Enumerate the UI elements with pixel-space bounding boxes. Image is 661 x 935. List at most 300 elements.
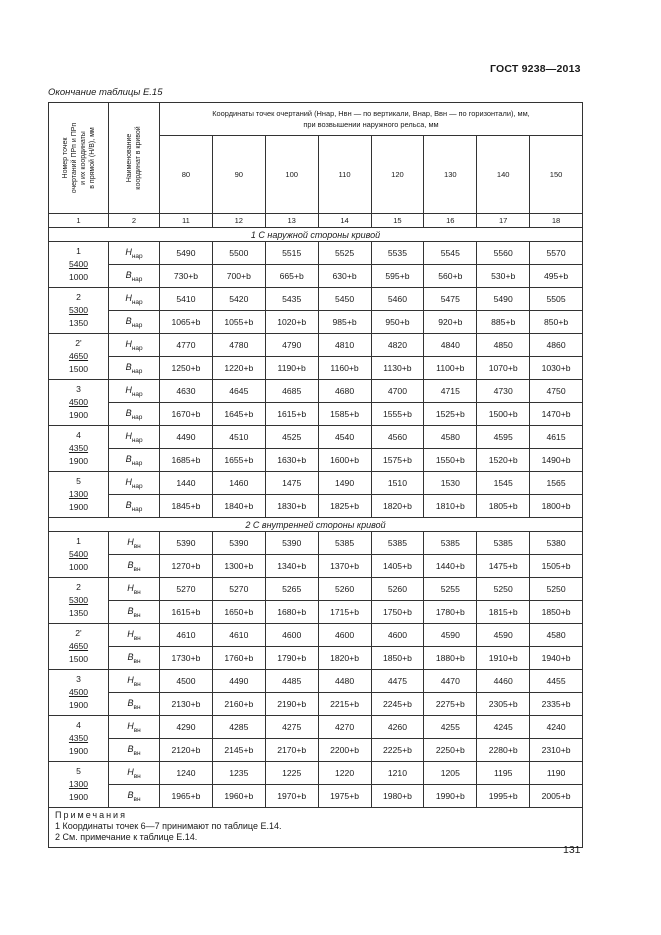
coord-name-height: $H_{вн}$ — [109, 578, 160, 601]
cell-value: 1130+b — [371, 357, 424, 380]
point-number: 2 — [76, 582, 81, 592]
cell-value: 1550+b — [424, 449, 477, 472]
cell-value: 920+b — [424, 311, 477, 334]
point-number: 5 — [76, 476, 81, 486]
cell-value: 4615 — [530, 426, 583, 449]
coord-name-height: $H_{нар}$ — [109, 472, 160, 495]
cell-value: 850+b — [530, 311, 583, 334]
cell-value: 5525 — [318, 242, 371, 265]
cell-value: 1055+b — [212, 311, 265, 334]
cell-value: 5385 — [318, 532, 371, 555]
cell-value: 5410 — [160, 288, 213, 311]
cell-value: 5560 — [477, 242, 530, 265]
cell-value: 5535 — [371, 242, 424, 265]
cell-value: 1100+b — [424, 357, 477, 380]
cell-value: 4730 — [477, 380, 530, 403]
cell-value: 1815+b — [477, 601, 530, 624]
cell-value: 1440+b — [424, 555, 477, 578]
coord-name-width: $B_{нар}$ — [109, 265, 160, 288]
point-cell — [49, 472, 109, 518]
cell-value: 630+b — [318, 265, 371, 288]
column-number: 13 — [265, 214, 318, 228]
cell-value: 1670+b — [160, 403, 213, 426]
cell-value: 4595 — [477, 426, 530, 449]
column-number: 15 — [371, 214, 424, 228]
point-cell — [49, 426, 109, 472]
table-row — [49, 739, 583, 762]
coordinates-table — [48, 102, 583, 848]
cell-value: 4600 — [371, 624, 424, 647]
coord-name-width: $B_{вн}$ — [109, 555, 160, 578]
point-height: 5300 — [68, 305, 89, 315]
cell-value: 1615+b — [265, 403, 318, 426]
table-row — [49, 578, 583, 601]
cell-value: 2145+b — [212, 739, 265, 762]
cell-value: 2170+b — [265, 739, 318, 762]
cell-value: 4790 — [265, 334, 318, 357]
cell-value: 1980+b — [371, 785, 424, 808]
table-row — [49, 265, 583, 288]
coord-name-width: $B_{нар}$ — [109, 403, 160, 426]
cell-value: 4490 — [160, 426, 213, 449]
cell-value: 5380 — [530, 532, 583, 555]
coord-name-width: $B_{вн}$ — [109, 693, 160, 716]
section-row — [49, 228, 583, 242]
cell-value: 985+b — [318, 311, 371, 334]
cell-value: 1525+b — [424, 403, 477, 426]
header-elevation: 130 — [424, 136, 477, 214]
point-number: 2' — [75, 338, 82, 348]
cell-value: 1750+b — [371, 601, 424, 624]
cell-value: 1680+b — [265, 601, 318, 624]
cell-value: 5385 — [424, 532, 477, 555]
column-number: 14 — [318, 214, 371, 228]
cell-value: 1845+b — [160, 495, 213, 518]
column-number: 1 — [49, 214, 109, 228]
cell-value: 1225 — [265, 762, 318, 785]
cell-value: 4780 — [212, 334, 265, 357]
coord-name-width: $B_{вн}$ — [109, 647, 160, 670]
cell-value: 1270+b — [160, 555, 213, 578]
cell-value: 1190+b — [265, 357, 318, 380]
coord-name-height: $H_{нар}$ — [109, 380, 160, 403]
table-row — [49, 403, 583, 426]
column-number: 17 — [477, 214, 530, 228]
table-row — [49, 472, 583, 495]
cell-value: 5265 — [265, 578, 318, 601]
cell-value: 2130+b — [160, 693, 213, 716]
cell-value: 5505 — [530, 288, 583, 311]
notes-row — [49, 808, 583, 848]
coord-name-height: $H_{вн}$ — [109, 670, 160, 693]
coord-name-height: $H_{нар}$ — [109, 426, 160, 449]
point-width: 1350 — [68, 318, 89, 328]
cell-value: 4820 — [371, 334, 424, 357]
cell-value: 4490 — [212, 670, 265, 693]
point-width: 1000 — [68, 272, 89, 282]
point-number: 3 — [76, 674, 81, 684]
cell-value: 5515 — [265, 242, 318, 265]
table-row — [49, 693, 583, 716]
table-row — [49, 601, 583, 624]
cell-value: 2305+b — [477, 693, 530, 716]
cell-value: 4510 — [212, 426, 265, 449]
cell-value: 4525 — [265, 426, 318, 449]
cell-value: 4480 — [318, 670, 371, 693]
cell-value: 1715+b — [318, 601, 371, 624]
point-number: 4 — [76, 720, 81, 730]
cell-value: 1825+b — [318, 495, 371, 518]
cell-value: 1685+b — [160, 449, 213, 472]
cell-value: 1070+b — [477, 357, 530, 380]
point-number: 2' — [75, 628, 82, 638]
cell-value: 1630+b — [265, 449, 318, 472]
coord-name-height: $H_{вн}$ — [109, 716, 160, 739]
point-height: 1300 — [68, 489, 89, 499]
coord-name-height: $H_{нар}$ — [109, 334, 160, 357]
cell-value: 1490+b — [530, 449, 583, 472]
cell-value: 885+b — [477, 311, 530, 334]
cell-value: 5420 — [212, 288, 265, 311]
cell-value: 5255 — [424, 578, 477, 601]
table-caption: Окончание таблицы Е.15 — [48, 87, 163, 98]
section-row — [49, 518, 583, 532]
point-height: 1300 — [68, 779, 89, 789]
column-number: 12 — [212, 214, 265, 228]
cell-value: 1830+b — [265, 495, 318, 518]
cell-value: 1195 — [477, 762, 530, 785]
cell-value: 560+b — [424, 265, 477, 288]
page-number: 131 — [563, 844, 581, 856]
cell-value: 2275+b — [424, 693, 477, 716]
point-height: 5400 — [68, 259, 89, 269]
cell-value: 5490 — [477, 288, 530, 311]
cell-value: 1730+b — [160, 647, 213, 670]
point-width: 1350 — [68, 608, 89, 618]
coord-name-height: $H_{вн}$ — [109, 532, 160, 555]
table-row — [49, 716, 583, 739]
cell-value: 1820+b — [371, 495, 424, 518]
cell-value: 1820+b — [318, 647, 371, 670]
cell-value: 4580 — [530, 624, 583, 647]
cell-value: 1965+b — [160, 785, 213, 808]
coord-name-width: $B_{нар}$ — [109, 311, 160, 334]
cell-value: 1760+b — [212, 647, 265, 670]
cell-value: 1300+b — [212, 555, 265, 578]
coord-name-width: $B_{вн}$ — [109, 739, 160, 762]
cell-value: 1555+b — [371, 403, 424, 426]
point-cell — [49, 578, 109, 624]
point-width: 1500 — [68, 654, 89, 664]
cell-value: 4470 — [424, 670, 477, 693]
cell-value: 4590 — [477, 624, 530, 647]
cell-value: 5435 — [265, 288, 318, 311]
cell-value: 1530 — [424, 472, 477, 495]
cell-value: 4770 — [160, 334, 213, 357]
table-row — [49, 426, 583, 449]
point-height: 4350 — [68, 733, 89, 743]
coord-name-width: $B_{нар}$ — [109, 495, 160, 518]
table-row — [49, 555, 583, 578]
cell-value: 1440 — [160, 472, 213, 495]
cell-value: 4680 — [318, 380, 371, 403]
cell-value: 1655+b — [212, 449, 265, 472]
coord-name-height: $H_{вн}$ — [109, 624, 160, 647]
cell-value: 1575+b — [371, 449, 424, 472]
header-coordinates: Координаты точек очертаний (Hнар, Hвн — по вертикали, Bнар, Bвн — по горизонтали), мм, при возвышении наружного рельса, мм — [160, 103, 583, 136]
cell-value: 1190 — [530, 762, 583, 785]
section-title: 2 С внутренней стороны кривой — [49, 518, 583, 532]
cell-value: 1975+b — [318, 785, 371, 808]
table-row — [49, 311, 583, 334]
point-width: 1900 — [68, 410, 89, 420]
point-width: 1900 — [68, 700, 89, 710]
cell-value: 2335+b — [530, 693, 583, 716]
cell-value: 4715 — [424, 380, 477, 403]
coord-name-width: $B_{нар}$ — [109, 449, 160, 472]
cell-value: 1840+b — [212, 495, 265, 518]
cell-value: 1205 — [424, 762, 477, 785]
coord-name-height: $H_{вн}$ — [109, 762, 160, 785]
point-height: 4650 — [68, 351, 89, 361]
header-elevation: 90 — [212, 136, 265, 214]
section-title: 1 С наружной стороны кривой — [49, 228, 583, 242]
cell-value: 4750 — [530, 380, 583, 403]
cell-value: 1545 — [477, 472, 530, 495]
cell-value: 5270 — [212, 578, 265, 601]
cell-value: 5250 — [530, 578, 583, 601]
cell-value: 5450 — [318, 288, 371, 311]
cell-value: 1030+b — [530, 357, 583, 380]
point-cell — [49, 532, 109, 578]
table-row — [49, 785, 583, 808]
point-height: 5400 — [68, 549, 89, 559]
note-item: 1 Координаты точек 6—7 принимают по таблице Е.14. — [55, 821, 282, 831]
cell-value: 1805+b — [477, 495, 530, 518]
cell-value: 2245+b — [371, 693, 424, 716]
cell-value: 1220 — [318, 762, 371, 785]
point-number: 1 — [76, 536, 81, 546]
coord-name-width: $B_{вн}$ — [109, 601, 160, 624]
cell-value: 1065+b — [160, 311, 213, 334]
column-number: 2 — [109, 214, 160, 228]
cell-value: 5260 — [371, 578, 424, 601]
point-number: 5 — [76, 766, 81, 776]
cell-value: 1370+b — [318, 555, 371, 578]
header-elevation: 110 — [318, 136, 371, 214]
table-row — [49, 647, 583, 670]
cell-value: 1505+b — [530, 555, 583, 578]
cell-value: 4860 — [530, 334, 583, 357]
point-width: 1900 — [68, 502, 89, 512]
cell-value: 4240 — [530, 716, 583, 739]
point-width: 1500 — [68, 364, 89, 374]
point-height: 4500 — [68, 687, 89, 697]
table-row — [49, 495, 583, 518]
point-height: 4350 — [68, 443, 89, 453]
cell-value: 4630 — [160, 380, 213, 403]
cell-value: 4600 — [265, 624, 318, 647]
cell-value: 1520+b — [477, 449, 530, 472]
cell-value: 2190+b — [265, 693, 318, 716]
note-item: 2 См. примечание к таблице Е.14. — [55, 832, 198, 842]
cell-value: 595+b — [371, 265, 424, 288]
cell-value: 5475 — [424, 288, 477, 311]
cell-value: 1880+b — [424, 647, 477, 670]
point-number: 4 — [76, 430, 81, 440]
cell-value: 2200+b — [318, 739, 371, 762]
table-row — [49, 449, 583, 472]
point-cell — [49, 624, 109, 670]
cell-value: 4540 — [318, 426, 371, 449]
cell-value: 1340+b — [265, 555, 318, 578]
cell-value: 4460 — [477, 670, 530, 693]
cell-value: 5385 — [477, 532, 530, 555]
cell-value: 700+b — [212, 265, 265, 288]
cell-value: 1850+b — [530, 601, 583, 624]
cell-value: 5385 — [371, 532, 424, 555]
cell-value: 4255 — [424, 716, 477, 739]
point-cell — [49, 334, 109, 380]
cell-value: 2120+b — [160, 739, 213, 762]
cell-value: 1615+b — [160, 601, 213, 624]
cell-value: 5390 — [265, 532, 318, 555]
cell-value: 1240 — [160, 762, 213, 785]
table-row — [49, 357, 583, 380]
cell-value: 1585+b — [318, 403, 371, 426]
header-elevation: 120 — [371, 136, 424, 214]
cell-value: 1800+b — [530, 495, 583, 518]
cell-value: 2005+b — [530, 785, 583, 808]
cell-value: 2280+b — [477, 739, 530, 762]
cell-value: 1475+b — [477, 555, 530, 578]
cell-value: 950+b — [371, 311, 424, 334]
cell-value: 4610 — [160, 624, 213, 647]
cell-value: 4475 — [371, 670, 424, 693]
cell-value: 1810+b — [424, 495, 477, 518]
cell-value: 1220+b — [212, 357, 265, 380]
column-number: 16 — [424, 214, 477, 228]
cell-value: 4270 — [318, 716, 371, 739]
cell-value: 1970+b — [265, 785, 318, 808]
point-cell — [49, 380, 109, 426]
cell-value: 730+b — [160, 265, 213, 288]
point-cell — [49, 670, 109, 716]
cell-value: 4590 — [424, 624, 477, 647]
cell-value: 5490 — [160, 242, 213, 265]
point-height: 4650 — [68, 641, 89, 651]
cell-value: 5260 — [318, 578, 371, 601]
cell-value: 1910+b — [477, 647, 530, 670]
cell-value: 1960+b — [212, 785, 265, 808]
cell-value: 1990+b — [424, 785, 477, 808]
cell-value: 1790+b — [265, 647, 318, 670]
cell-value: 665+b — [265, 265, 318, 288]
cell-value: 4610 — [212, 624, 265, 647]
cell-value: 2250+b — [424, 739, 477, 762]
cell-value: 4850 — [477, 334, 530, 357]
cell-value: 4285 — [212, 716, 265, 739]
cell-value: 5390 — [160, 532, 213, 555]
column-number: 11 — [160, 214, 213, 228]
cell-value: 1645+b — [212, 403, 265, 426]
cell-value: 4600 — [318, 624, 371, 647]
cell-value: 2160+b — [212, 693, 265, 716]
header-elevation: 80 — [160, 136, 213, 214]
cell-value: 1600+b — [318, 449, 371, 472]
cell-value: 4260 — [371, 716, 424, 739]
cell-value: 1020+b — [265, 311, 318, 334]
table-row — [49, 624, 583, 647]
point-height: 4500 — [68, 397, 89, 407]
table-row — [49, 762, 583, 785]
cell-value: 1475 — [265, 472, 318, 495]
cell-value: 1940+b — [530, 647, 583, 670]
cell-value: 1250+b — [160, 357, 213, 380]
cell-value: 530+b — [477, 265, 530, 288]
point-cell — [49, 762, 109, 808]
cell-value: 5250 — [477, 578, 530, 601]
point-cell — [49, 242, 109, 288]
cell-value: 5545 — [424, 242, 477, 265]
header-elevation: 150 — [530, 136, 583, 214]
table-row — [49, 532, 583, 555]
header-elevation: 100 — [265, 136, 318, 214]
table-row — [49, 334, 583, 357]
cell-value: 2225+b — [371, 739, 424, 762]
cell-value: 1235 — [212, 762, 265, 785]
cell-value: 5570 — [530, 242, 583, 265]
cell-value: 1850+b — [371, 647, 424, 670]
cell-value: 1490 — [318, 472, 371, 495]
point-width: 1900 — [68, 792, 89, 802]
column-number: 18 — [530, 214, 583, 228]
cell-value: 4560 — [371, 426, 424, 449]
cell-value: 1160+b — [318, 357, 371, 380]
cell-value: 4455 — [530, 670, 583, 693]
coord-name-height: $H_{нар}$ — [109, 288, 160, 311]
header-point-number: Номер точек очертаний ПРп и ПРп и их координаты в прямой (H/B), мм — [49, 103, 109, 214]
cell-value: 4275 — [265, 716, 318, 739]
header-coordinate-name: Наименование координат в кривой — [109, 103, 160, 214]
cell-value: 4840 — [424, 334, 477, 357]
column-numbers-row — [49, 214, 583, 228]
point-width: 1000 — [68, 562, 89, 572]
point-cell — [49, 716, 109, 762]
cell-value: 4810 — [318, 334, 371, 357]
point-number: 1 — [76, 246, 81, 256]
cell-value: 1995+b — [477, 785, 530, 808]
cell-value: 4500 — [160, 670, 213, 693]
cell-value: 4700 — [371, 380, 424, 403]
cell-value: 1510 — [371, 472, 424, 495]
cell-value: 1405+b — [371, 555, 424, 578]
table-row — [49, 242, 583, 265]
cell-value: 5500 — [212, 242, 265, 265]
cell-value: 1565 — [530, 472, 583, 495]
cell-value: 1470+b — [530, 403, 583, 426]
notes-title: Примечания — [55, 810, 127, 820]
cell-value: 1500+b — [477, 403, 530, 426]
document-header: ГОСТ 9238—2013 — [490, 63, 581, 75]
cell-value: 4685 — [265, 380, 318, 403]
coord-name-width: $B_{нар}$ — [109, 357, 160, 380]
point-number: 3 — [76, 384, 81, 394]
point-width: 1900 — [68, 456, 89, 466]
table-row — [49, 380, 583, 403]
cell-value: 1210 — [371, 762, 424, 785]
cell-value: 1460 — [212, 472, 265, 495]
